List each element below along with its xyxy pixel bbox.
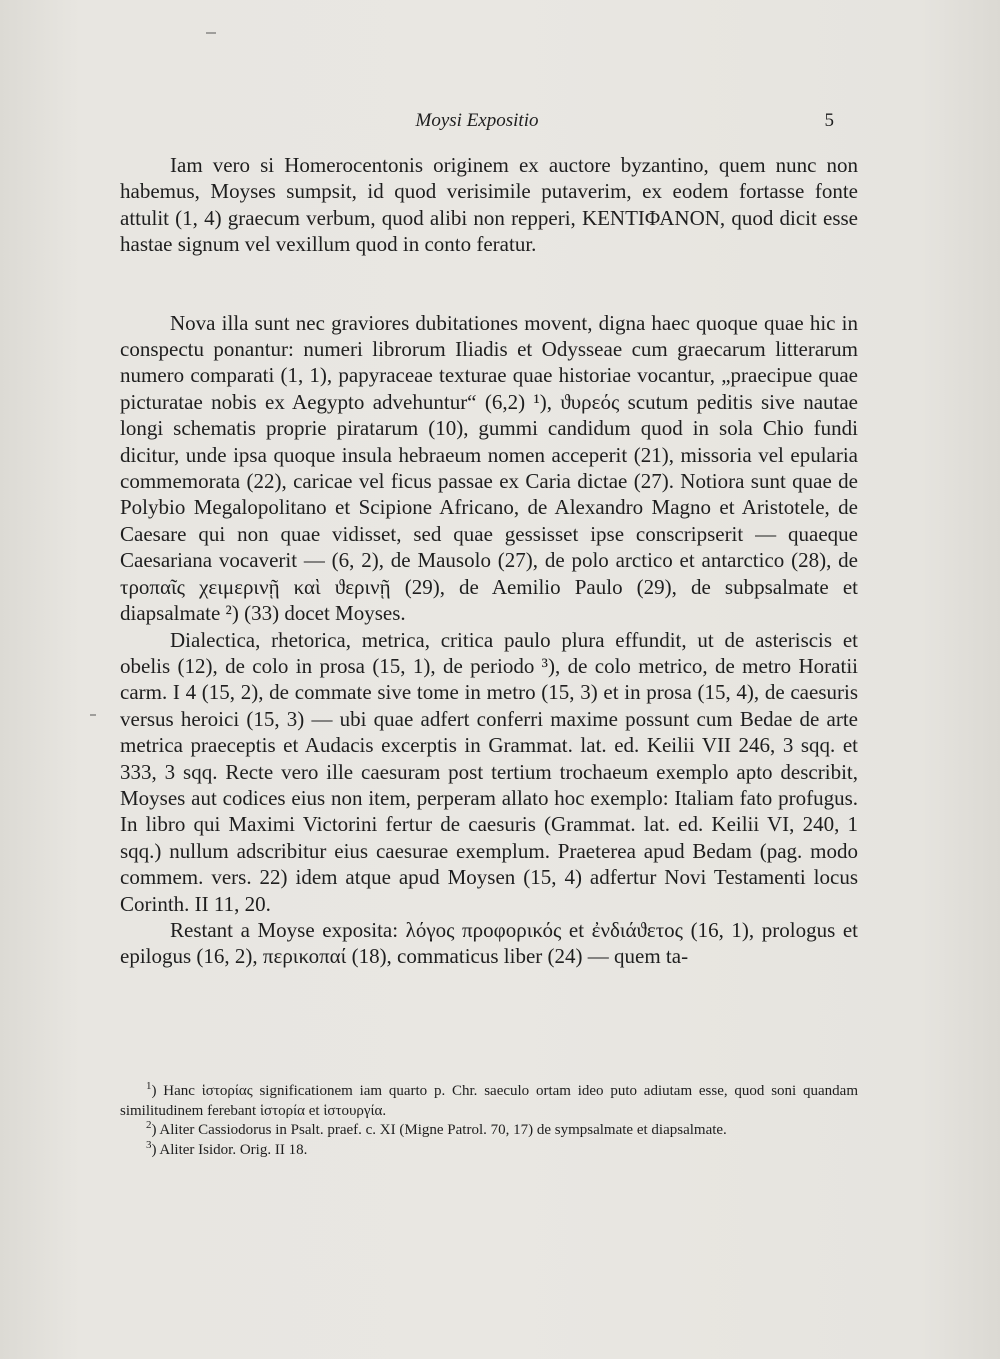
footnote: $^2$) Aliter Cassiodorus in Psalt. praef. c. XI (Migne Patrol. 70, 17) de sympsalmate et diapsalmate.: [146, 1119, 727, 1138]
page-header: [120, 110, 834, 138]
paragraph: Iam vero si Homerocentonis originem ex auctore byzantino, quem nunc non habemus, Moyses sumpsit, id quod verisimile putaverim, ex eodem fortasse fonte attulit (1, 4) graecum verbum, quod alibi non repperi, ΚΕΝΤΙΦΑΝΟΝ, quod dicit esse hastae signum vel vexillum quod in conto feratur.: [120, 153, 858, 257]
paragraph-gap: [120, 258, 858, 310]
paragraph: Dialectica, rhetorica, metrica, critica paulo plura effundit, ut de asteriscis et obelis (12), de colo in prosa (15, 1), de periodo ³), de colo metrico, de metro Horatii carm. I 4 (15, 2), de commate sive tome in metro (15, 3) et in prosa (15, 4), de caesuris versus heroici (15, 3) — ubi quae adfert conferri maxime possunt cum Bedae de arte metrica praeceptis et Audacis excerptis in Grammat. lat. ed. Keilii VII 246, 3 sqq. et 333, 3 sqq. Recte vero ille caesuram post tertium trochaeum exemplo apto describit, Moyses aut codices eius non item, perperam allato hoc exemplo: Italiam fato profugus. In libro qui Maximi Victorini fertur de caesuris (Grammat. lat. ed. Keilii VI, 240, 1 sqq.) nullum adscribitur eius caesurae exemplum. Praeterea apud Bedam (pag. modo commem. vers. 22) idem atque apud Moysen (15, 4) adfertur Novi Testamenti locus Corinth. II 11, 20.: [120, 627, 858, 916]
footnote-text: Hanc ἱστορίας significationem iam quarto p. Chr. saeculo ortam ideo puto adiutam esse, quod soni quandam similitudinem ferebant ἱστορία et ἱστουργία.: [120, 1083, 858, 1119]
footnote-mark: 2: [146, 1119, 152, 1131]
page-number: 5: [824, 110, 834, 131]
footnote: $^1$) Hanc ἱστορίας significationem iam quarto p. Chr. saeculo ortam ideo puto adiutam esse, quod soni quandam similitudinem ferebant ἱστορία et ἱστουργία.: [120, 1080, 858, 1119]
footnote-mark: 3: [146, 1138, 152, 1151]
footnote-mark: 1: [146, 1080, 152, 1092]
running-title: Moysi Expositio: [415, 110, 539, 131]
footnote-text: Aliter Isidor. Orig. II 18.: [159, 1141, 308, 1158]
footnote: $^3$) Aliter Isidor. Orig. II 18.: [146, 1138, 308, 1158]
footnote-text: Aliter Cassiodorus in Psalt. praef. c. XI (Migne Patrol. 70, 17) de sympsalmate et diapsalmate.: [159, 1122, 727, 1138]
paragraph: Restant a Moyse exposita: λόγος προφορικός et ἐνδιάϑετος (16, 1), prologus et epilogus (16, 2), περικοπαί (18), commaticus liber (24) — quem ta-: [120, 917, 858, 969]
footnotes: [120, 1082, 858, 1160]
scan-mark: [206, 32, 216, 34]
scan-mark: [90, 714, 96, 716]
body-text: [120, 152, 858, 970]
paragraph: Nova illa sunt nec graviores dubitationes movent, digna haec quoque quae hic in conspectu ponantur: numeri librorum Iliadis et Odysseae cum graecarum litterarum numero comparati (1, 1), papyraceae texturae quae historiae vocantur, „praecipue quae picturatae nobis ex Aegypto advehuntur“ (6,2) ¹), ϑυρεός scutum peditis sive nautae longi schematis proprie piratarum (10), gummi candidum quod in sola Chio fundi dicitur, unde ipsa quoque insula hebraeum nomen acceperit (21), missoria vel epularia commemorata (22), caricae vel ficus passae ex Caria dictae (27). Notiora sunt quae de Polybio Megalopolitano et Scipione Africano, de Alexandro Magno et Aristotele, de Caesare qui non quae vidisset, sed quae gessisset ipse conscripserit — quaeque Caesariana vocaverit — (6, 2), de Mausolo (27), de polo arctico et antarctico (28), de τροπαῖς χειμερινῇ καὶ ϑερινῇ (29), de Aemilio Paulo (29), de subpsalmate et diapsalmate ²) (33) docet Moyses.: [120, 310, 858, 626]
